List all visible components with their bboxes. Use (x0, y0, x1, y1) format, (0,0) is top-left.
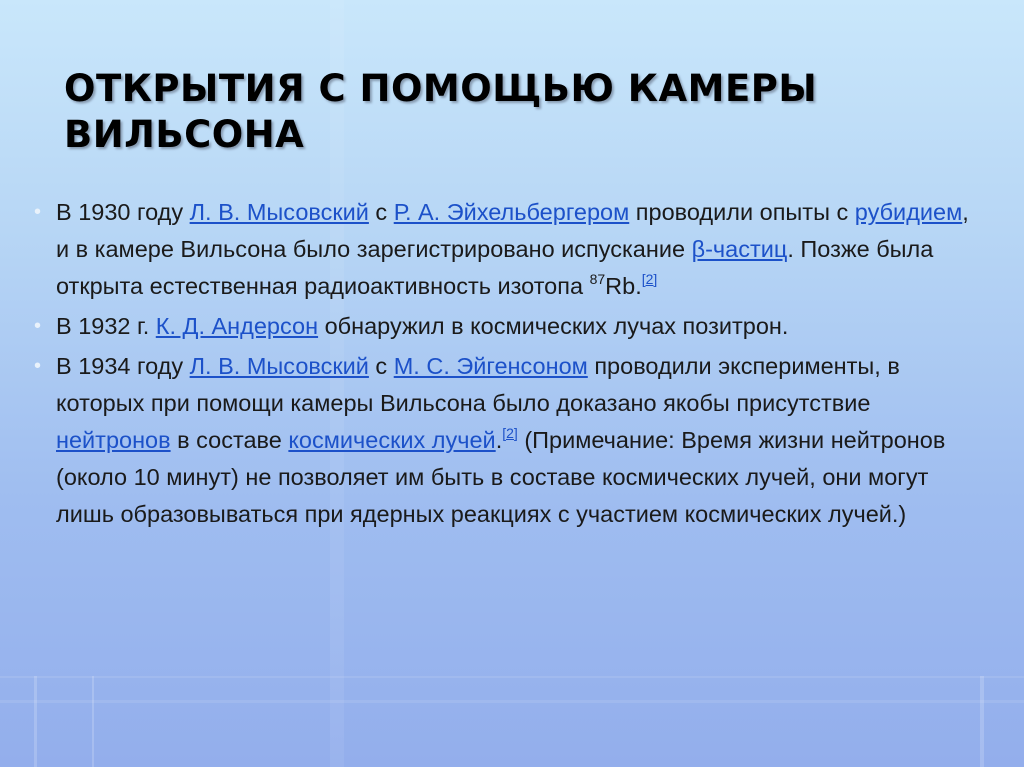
bullet-item (56, 348, 976, 533)
link-eichelberger[interactable]: Р. А. Эйхельбергером (393, 199, 630, 225)
decor-band (0, 700, 1024, 703)
text: с (368, 353, 394, 379)
text: проводили эксперименты, в которых при помощи камеры Вильсона было доказано якобы присутствие (56, 353, 900, 416)
text: проводили опыты с (629, 199, 855, 225)
text: В 1932 г. (56, 313, 156, 339)
reference-link[interactable]: [2] (502, 425, 518, 441)
slide-title (64, 66, 964, 158)
text: . Позже была открыта естественная радиоактивность изотопа (56, 236, 934, 299)
text: Rb. (605, 273, 642, 299)
link-eigenson[interactable]: М. С. Эйгенсоном (393, 353, 588, 379)
text: В 1930 году (56, 199, 190, 225)
bullet-item (56, 194, 976, 305)
link-cosmic-rays[interactable]: космических лучей (288, 427, 496, 453)
bullet-list (56, 194, 976, 536)
text: обнаружил в космических лучах позитрон. (318, 313, 789, 339)
link-rubidium[interactable]: рубидием (854, 199, 963, 225)
decor-band (0, 676, 1024, 678)
link-beta-particles[interactable]: β-частиц (691, 236, 788, 262)
text: . (495, 427, 503, 453)
text: , и в камере Вильсона было зарегистрировано испускание (56, 199, 969, 262)
text: в составе (170, 427, 289, 453)
link-mysovsky[interactable]: Л. В. Мысовский (189, 353, 369, 379)
reference-link[interactable]: [2] (641, 271, 658, 287)
isotope-mass-number: 87 (589, 271, 606, 287)
link-anderson[interactable]: К. Д. Андерсон (155, 313, 319, 339)
decor-stripe (980, 676, 984, 767)
decor-stripe (34, 676, 37, 767)
slide-title-line1: ОТКРЫТИЯ С ПОМОЩЬЮ КАМЕРЫ (64, 67, 818, 110)
text: В 1934 году (56, 353, 190, 379)
link-mysovsky[interactable]: Л. В. Мысовский (189, 199, 369, 225)
slide-title-line2: ВИЛЬСОНА (64, 113, 305, 156)
text: с (368, 199, 394, 225)
bullet-item (56, 308, 976, 345)
link-neutrons[interactable]: нейтронов (56, 427, 171, 453)
decor-stripe (92, 676, 94, 767)
text: (Примечание: Время жизни нейтронов (около 10 минут) не позволяет им быть в составе космических лучей, они могут лишь образовываться при ядерных реакциях с участием космических лучей.) (56, 427, 946, 527)
